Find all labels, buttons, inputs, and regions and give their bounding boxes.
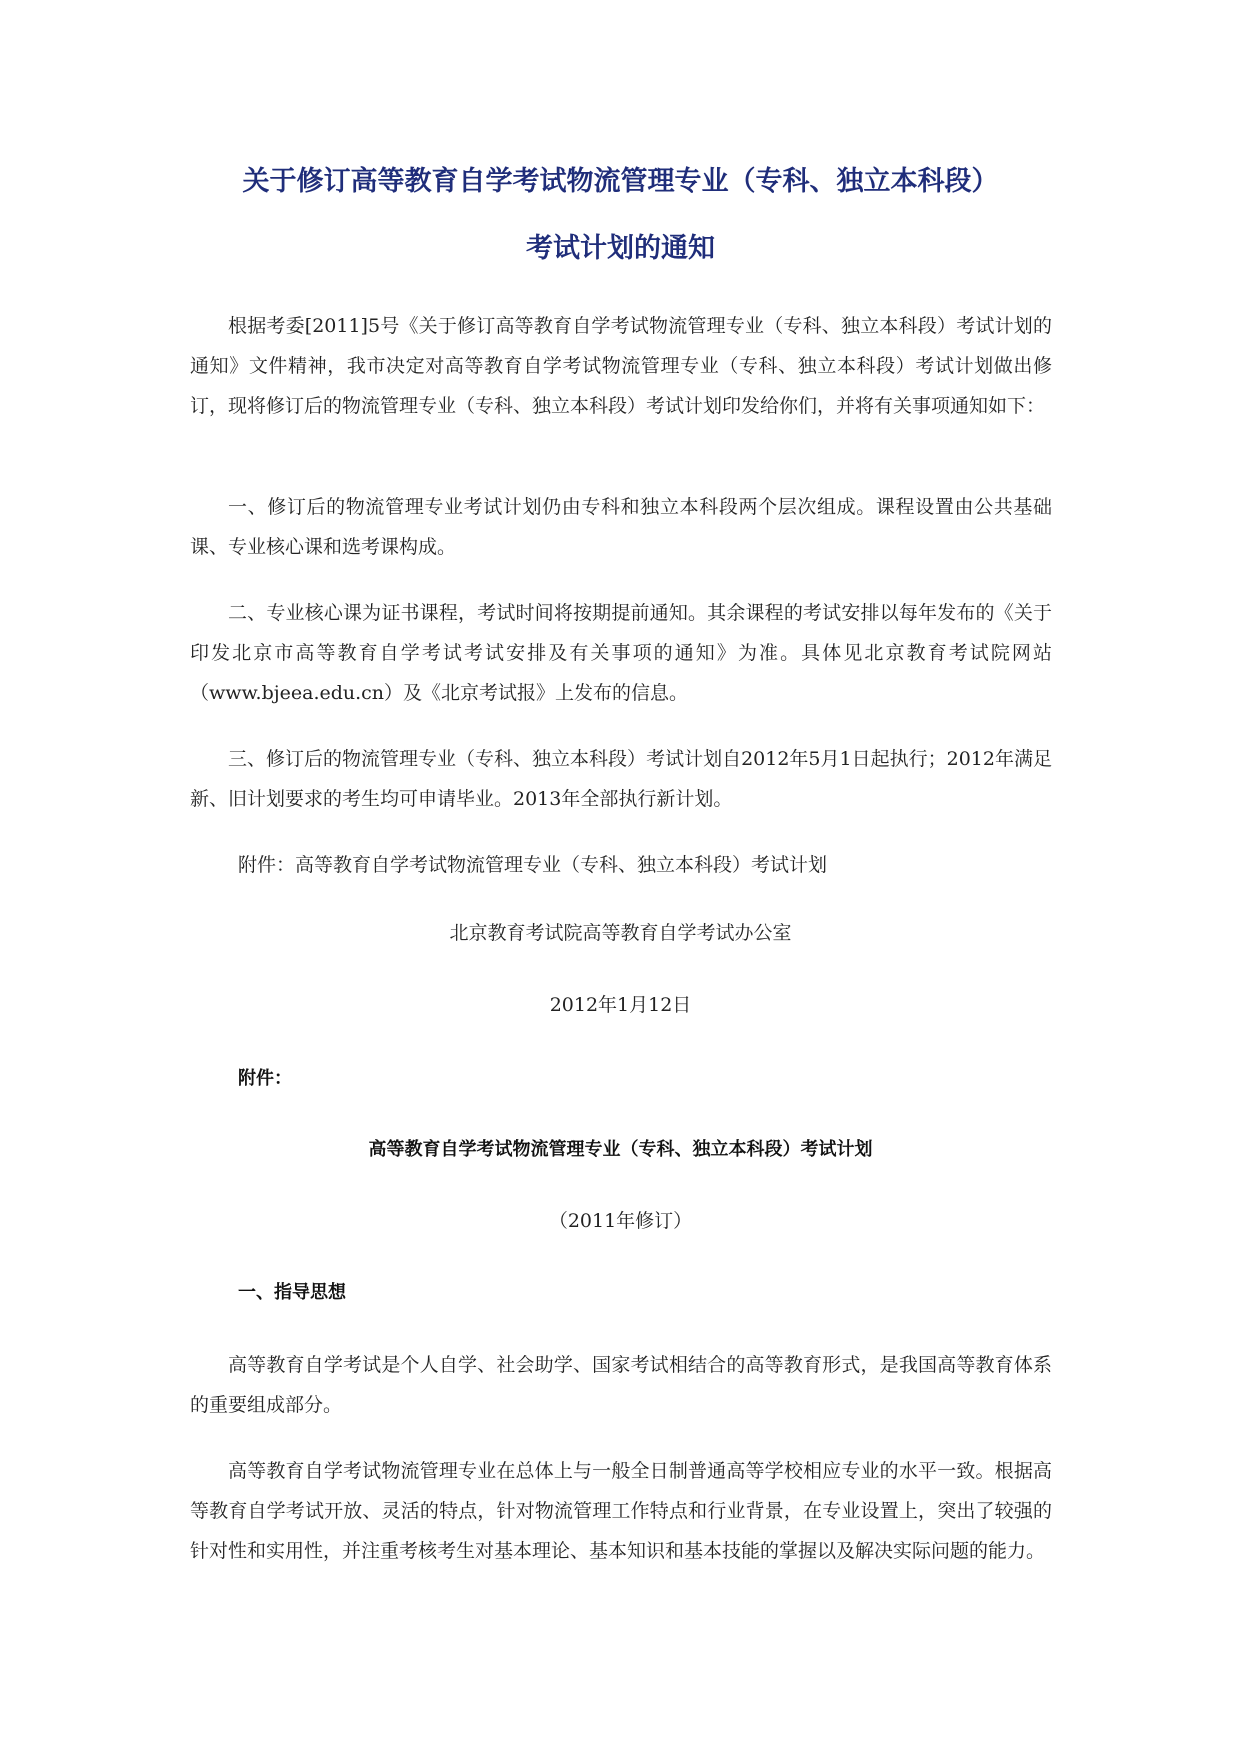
item1-text: 一、修订后的物流管理专业考试计划仍由专科和独立本科段两个层次组成。课程设置由公共基础课、专业核心课和选考课构成。 (190, 496, 1052, 558)
section1-heading: 一、指导思想 (238, 1282, 346, 1303)
section1-paragraph1 (190, 1345, 1052, 1425)
attachment-revision: （2011年修订） (548, 1210, 693, 1232)
section1-paragraph1-text: 高等教育自学考试是个人自学、社会助学、国家考试相结合的高等教育形式，是我国高等教育体系的重要组成部分。 (190, 1354, 1052, 1416)
attachment-label: 附件： (238, 1068, 292, 1089)
item3-paragraph (190, 739, 1052, 819)
section1-paragraph2 (190, 1451, 1052, 1571)
issuer: 北京教育考试院高等教育自学考试办公室 (449, 922, 792, 944)
item2-paragraph (190, 593, 1052, 713)
attachment-note: 附件：高等教育自学考试物流管理专业（专科、独立本科段）考试计划 (238, 854, 828, 876)
item2-text: 二、专业核心课为证书课程，考试时间将按期提前通知。其余课程的考试安排以每年发布的《关于印发北京市高等教育自学考试考试安排及有关事项的通知》为准。具体见北京教育考试院网站（www.bjeea.edu.cn）及《北京考试报》上发布的信息。 (190, 602, 1052, 704)
issue-date: 2012年1月12日 (549, 994, 692, 1016)
section1-paragraph2-text: 高等教育自学考试物流管理专业在总体上与一般全日制普通高等学校相应专业的水平一致。根据高等教育自学考试开放、灵活的特点，针对物流管理工作特点和行业背景，在专业设置上，突出了较强的针对性和实用性，并注重考核考生对基本理论、基本知识和基本技能的掌握以及解决实际问题的能力。 (190, 1460, 1052, 1562)
intro-text: 根据考委[2011]5号《关于修订高等教育自学考试物流管理专业（专科、独立本科段）考试计划的通知》文件精神，我市决定对高等教育自学考试物流管理专业（专科、独立本科段）考试计划做出修订，现将修订后的物流管理专业（专科、独立本科段）考试计划印发给你们，并将有关事项通知如下： (190, 315, 1052, 417)
item1-paragraph (190, 487, 1052, 567)
document-title-line2: 考试计划的通知 (526, 233, 715, 264)
attachment-title: 高等教育自学考试物流管理专业（专科、独立本科段）考试计划 (368, 1139, 873, 1160)
document-title-line1: 关于修订高等教育自学考试物流管理专业（专科、独立本科段） (242, 166, 999, 197)
item3-text: 三、修订后的物流管理专业（专科、独立本科段）考试计划自2012年5月1日起执行；2012年满足新、旧计划要求的考生均可申请毕业。2013年全部执行新计划。 (190, 748, 1052, 810)
intro-paragraph (190, 306, 1052, 426)
